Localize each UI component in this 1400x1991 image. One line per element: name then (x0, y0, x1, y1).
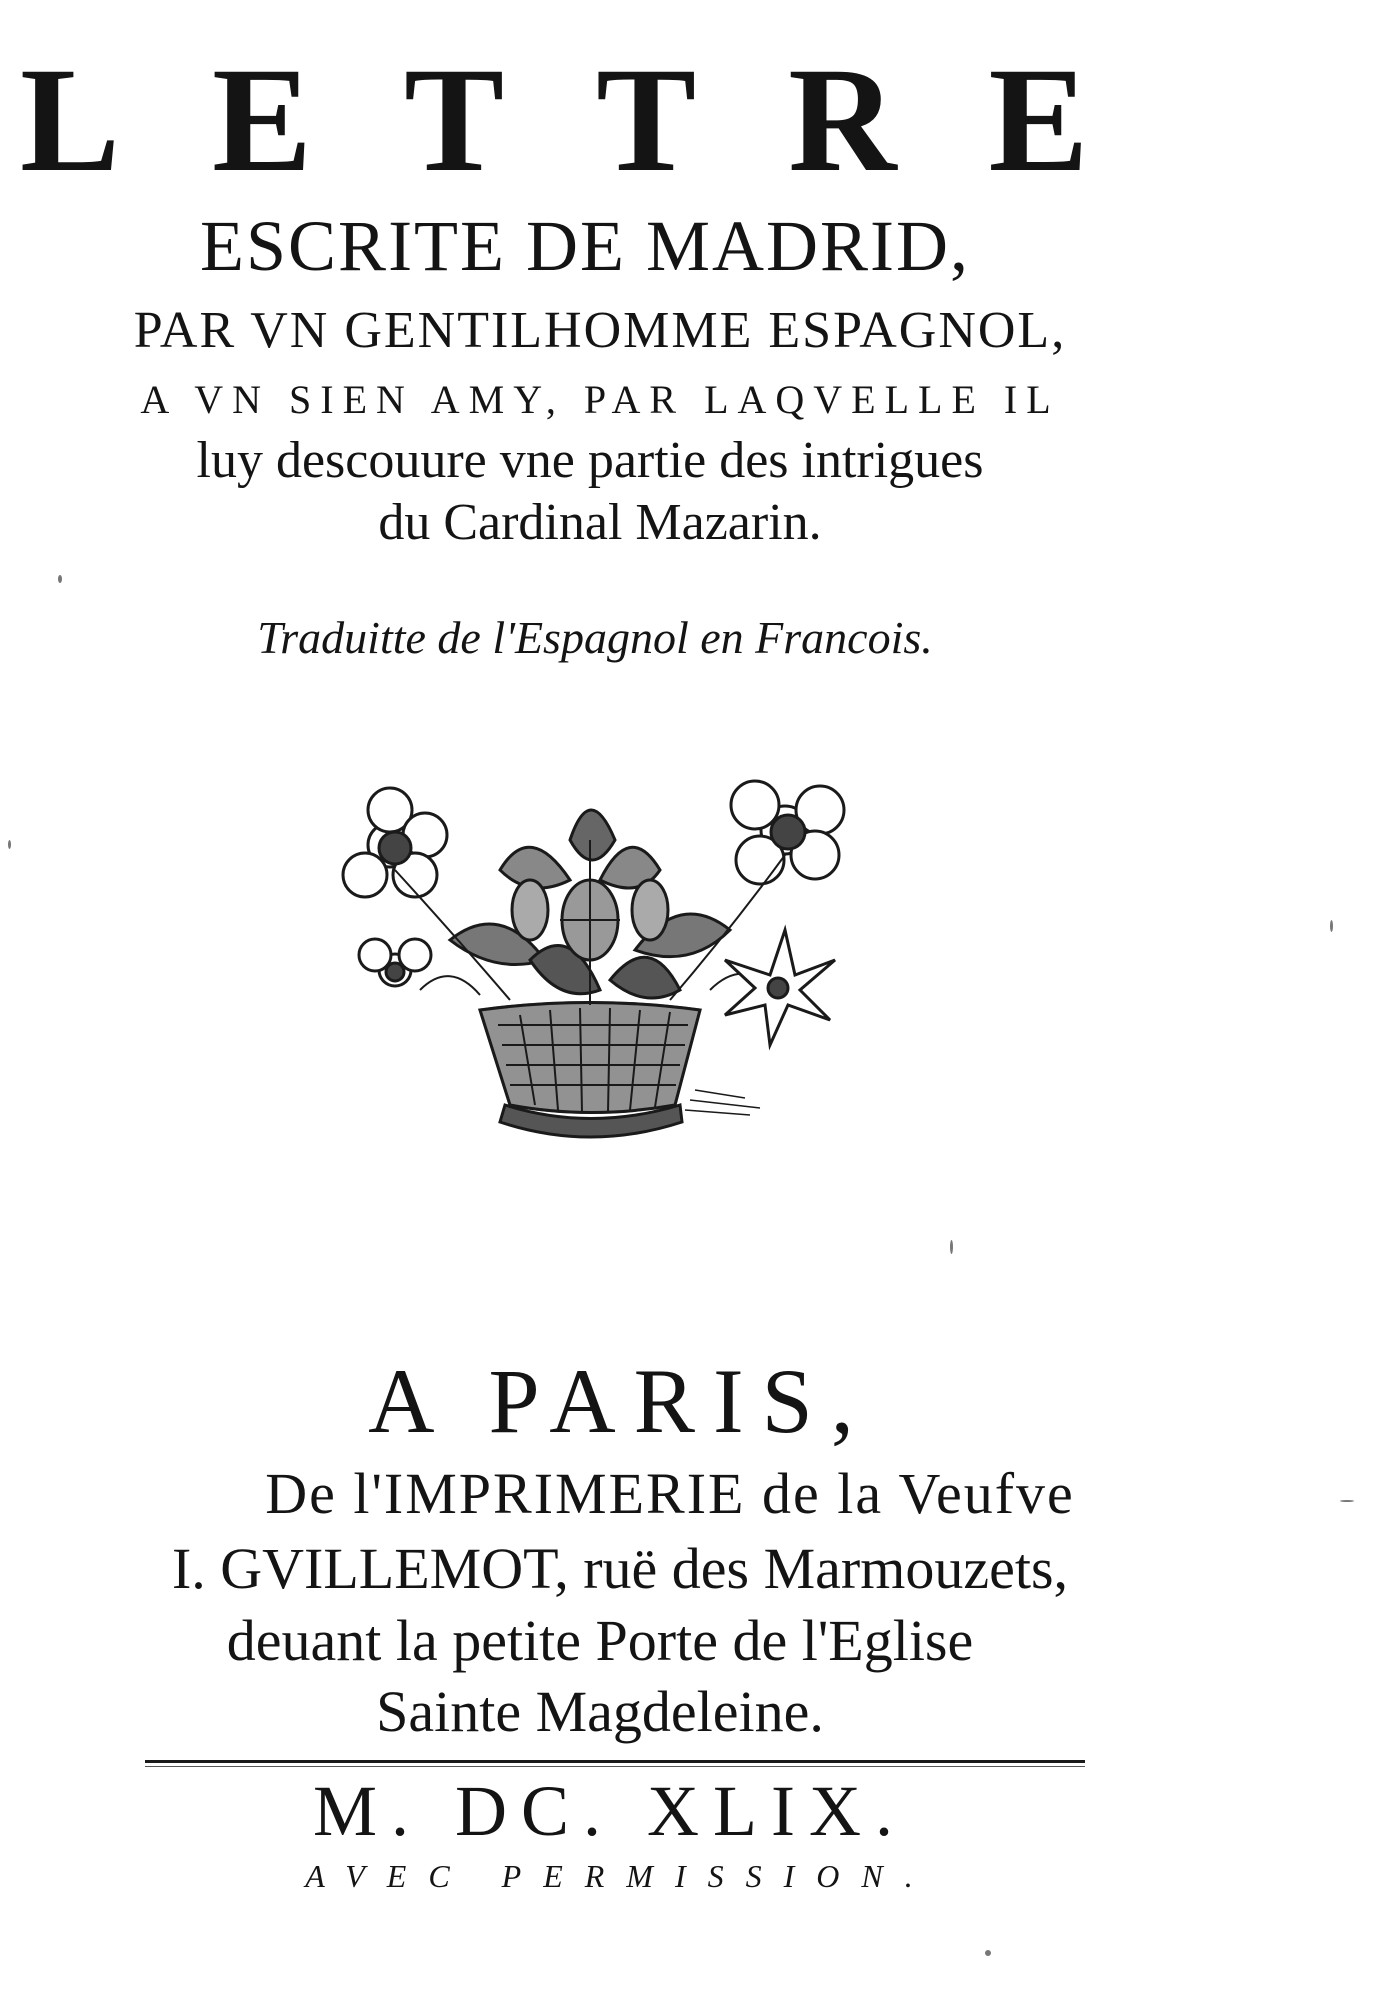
scan-speck (8, 840, 11, 849)
subtitle-line-4: luy descouure vne partie des intrigues (196, 432, 984, 489)
imprint-line-4: Sainte Magdeleine. (376, 1679, 824, 1744)
subtitle-line-2: PAR VN GENTILHOMME ESPAGNOL, (133, 302, 1067, 359)
translation-note: Traduitte de l'Espagnol en Francois. (257, 612, 933, 663)
scan-speck (1340, 1500, 1354, 1502)
subtitle-line-3: A VN SIEN AMY, PAR LAQVELLE IL (140, 377, 1060, 422)
imprint-line-3: deuant la petite Porte de l'Eglise (226, 1608, 974, 1673)
permission-notice: AVEC PERMISSION. (305, 1858, 935, 1894)
imprint-line-1: De l'IMPRIMERIE de la Veufve (265, 1461, 1075, 1526)
subtitle-line-5: du Cardinal Mazarin. (378, 494, 822, 551)
imprint-city: A PARIS, (368, 1350, 872, 1452)
flower-basket-woodcut-icon (330, 760, 850, 1170)
scan-speck (950, 1240, 953, 1254)
publication-date: M. DC. XLIX. (313, 1771, 907, 1851)
scan-speck (985, 1950, 991, 1956)
subtitle-line-1: ESCRITE DE MADRID, (200, 206, 970, 286)
imprint-line-2: I. GVILLEMOT, ruë des Marmouzets, (171, 1536, 1069, 1601)
scan-speck (1330, 920, 1333, 932)
horizontal-rule (145, 1760, 1085, 1763)
scan-speck (58, 575, 62, 583)
main-title: LETTRE (20, 37, 1181, 203)
horizontal-rule-thin (145, 1766, 1085, 1767)
